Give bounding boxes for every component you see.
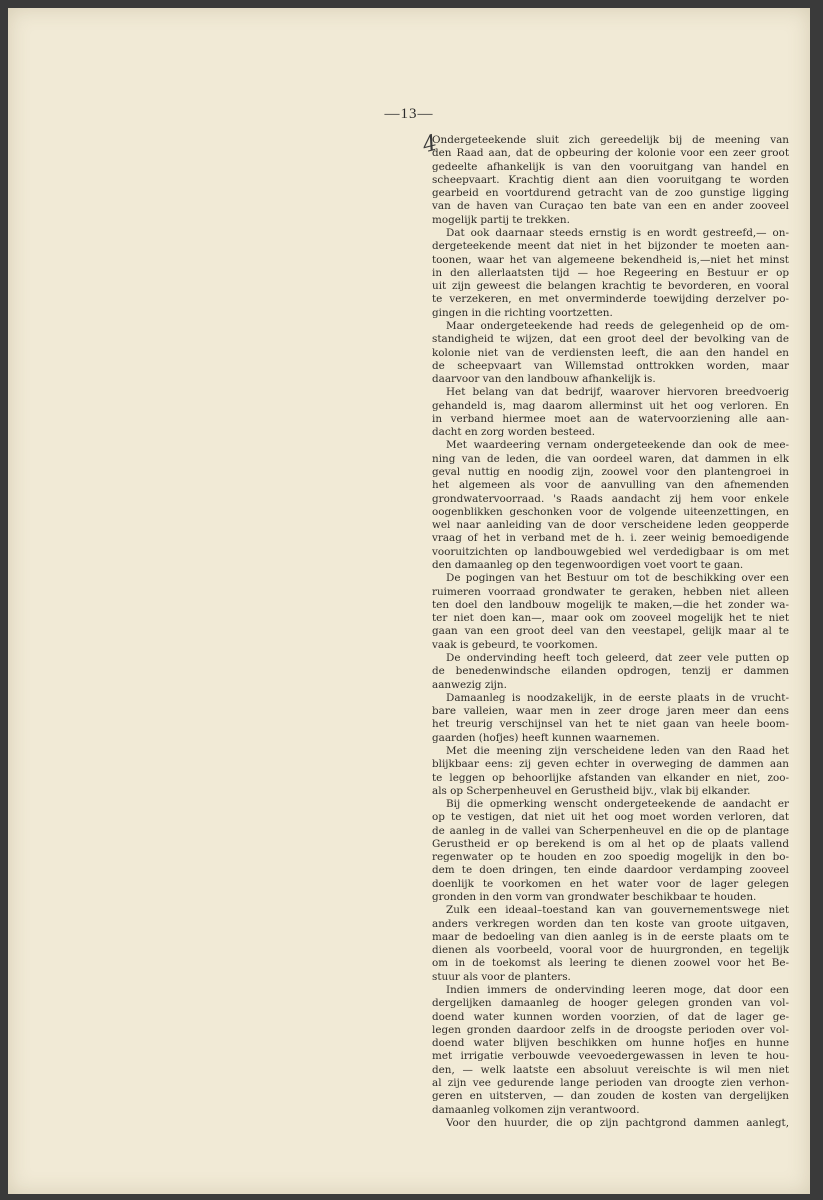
text-line: den, — welk laatste een absoluut vereischte is wil men niet [432,1063,789,1076]
text-line: scheepvaart. Krachtig dient aan dien vooruitgang te worden [432,173,789,186]
text-line: met irrigatie verbouwde veevoedergewassen in leven te hou- [432,1050,789,1063]
text-line: blijkbaar eens: zij geven echter in overweging de dammen aan [432,758,789,771]
text-line: Bij die opmerking wenscht ondergeteekende de aandacht er [446,798,789,811]
text-line: Ondergeteekende sluit zich gereedelijk bij de meening van [432,134,789,146]
text-line: de aanleg in de vallei van Scherpenheuvel en die op de plantage [432,824,789,837]
text-line: ning van de leden, die van oordeel waren, dat dammen in elk [432,452,789,465]
text-line: dienen als voorbeeld, vooral voor de huurgronden, en tegelijk [432,944,789,957]
text-line: Gerustheid er op berekend is om al het op de plaats vallend [432,837,789,850]
text-line: gronden in den vorm van grondwater beschikbaar te houden. [432,891,757,904]
text-line: als op Scherpenheuvel en Gerustheid bijv., vlak bij elkander. [432,784,751,797]
text-line: dacht en zorg worden besteed. [432,426,596,439]
text-line: gearbeid en voortdurend getracht van de zoo gunstige ligging [432,187,789,200]
text-line: uit zijn geweest die belangen krachtig te bevorderen, en vooral [432,280,789,293]
text-line: standigheid te wijzen, dat een groot deel der bevolking van de [432,333,789,346]
text-line: maar de bedoeling van dien aanleg is in de eerste plaats om te [432,930,789,943]
text-line: te verzekeren, en met onverminderde toewijding derzelver po- [432,293,789,306]
text-line: doend water kunnen worden voorzien, of dat de lager ge- [432,1010,789,1023]
text-line: dergeteekende meent dat niet in het bijzonder te moeten aan- [432,240,789,253]
text-line: stuur als voor de planters. [432,970,571,983]
text-line: kolonie niet van de verdiensten leeft, die aan den handel en [432,346,789,359]
margin-annotation: 4 [420,130,440,159]
text-line: de benedenwindsche eilanden opdrogen, tenzij er dammen [432,665,789,678]
text-line: de scheepvaart van Willemstad onttrokken worden, maar [432,359,789,372]
text-line: vooruitzichten op landbouwgebied wel verdedigbaar is om met [432,545,789,558]
text-line: Indien immers de ondervinding leeren moge, dat door een [446,984,789,996]
page-number: —13— [384,106,434,122]
text-line: te leggen op behoorlijke afstanden van elkander en niet, zoo- [432,771,789,784]
text-line: oogenblikken geschonken voor de volgende uiteenzettingen, en [432,505,789,518]
text-line: doenlijk te voorkomen en het water voor de lager gelegen [432,877,789,890]
text-line: damaanleg volkomen zijn verantwoord. [432,1103,640,1116]
text-line: vaak is gebeurd, te voorkomen. [432,638,598,651]
text-line: toonen, waar het van algemeene bekendheid is,—niet het minst [432,253,789,266]
text-line: in verband hiermee moet aan de watervoorziening alle aan- [432,412,789,425]
text-line: van de haven van Curaçao ten bate van een en ander zooveel [432,200,789,213]
text-line: Damaanleg is noodzakelijk, in de eerste plaats in de vrucht- [446,691,789,704]
text-line: grondwatervoorraad. 's Raads aandacht zij hem voor enkele [432,492,789,505]
text-line: gedeelte afhankelijk is van den vooruitgang van handel en [432,160,789,173]
text-line: ter niet doen kan—, maar ook om zooveel mogelijk het te niet [432,612,789,625]
text-line: dergelijken damaanleg de hooger gelegen gronden van vol- [432,997,789,1010]
text-line: De ondervinding heeft toch geleerd, dat zeer vele putten op [446,651,789,664]
text-line: het treurig verschijnsel van het te niet gaan van heele boom- [432,718,789,731]
text-line: vraag of het in verband met de h. i. zeer weinig bemoedigende [432,532,789,545]
text-line: op te vestigen, dat niet uit het oog moet worden verloren, dat [432,811,789,824]
text-line: regenwater op te houden en zoo spoedig mogelijk in den bo- [432,851,789,864]
text-line: dem te doen dringen, ten einde daardoor verdamping zooveel [432,864,789,877]
text-line: aanwezig zijn. [432,678,507,691]
text-line: mogelijk partij te trekken. [432,213,570,226]
text-line: Met waardeering vernam ondergeteekende dan ook de mee- [446,439,789,452]
text-line: daarvoor van den landbouw afhankelijk is. [432,373,656,386]
text-line: gingen in die richting voortzetten. [432,306,613,319]
text-line: al zijn vee gedurende lange perioden van droogte zien verhon- [432,1076,789,1089]
text-line: gaan van een groot deel van den veestapel, gelijk maar al te [432,625,789,638]
text-line: legen gronden daardoor zelfs in de droogste perioden over vol- [432,1023,789,1036]
text-line: geval nuttig en noodig zijn, zoowel voor den plantengroei in [432,466,789,479]
text-line: gaarden (hofjes) heeft kunnen waarnemen. [432,731,660,744]
text-line: bare valleien, waar men in zeer droge jaren meer dan eens [432,705,789,718]
text-line: Het belang van dat bedrijf, waarover hiervoren breedvoerig [446,386,789,399]
body-text [432,134,789,1130]
text-line: Zulk een ideaal–toestand kan van gouvernementswege niet [446,904,789,917]
text-line: ruimeren voorraad grondwater te geraken, hebben niet alleen [432,585,789,598]
text-line: Maar ondergeteekende had reeds de gelegenheid op de om- [446,319,789,332]
text-line: den Raad aan, dat de opbeuring der kolonie voor een zeer groot [432,147,789,160]
text-line: anders verkregen worden dan ten koste van groote uitgaven, [432,917,789,930]
text-line: Dat ook daarnaar steeds ernstig is en wordt gestreefd,— on- [446,226,789,239]
text-line: gehandeld is, mag daarom allerminst uit het oog verloren. En [432,399,789,412]
text-line: het algemeen als voor de aanvulling van den afnemenden [432,479,789,492]
text-line: De pogingen van het Bestuur om tot de beschikking over een [446,572,789,585]
text-line: Met die meening zijn verscheidene leden van den Raad het [446,744,789,757]
text-line: wel naar aanleiding van de door verscheidene leden geopperde [432,519,789,532]
text-line: in den allerlaatsten tijd — hoe Regeering en Bestuur er op [432,266,789,279]
text-line: Voor den huurder, die op zijn pachtgrond dammen aanlegt, [446,1116,789,1129]
text-line: om in de toekomst als leering te dienen zoowel voor het Be- [432,957,789,970]
text-line: ten doel den landbouw mogelijk te maken,—die het zonder wa- [432,598,789,611]
text-line: geren en uitsterven, — dan zouden de kosten van dergelijken [432,1090,789,1103]
document-page [8,8,810,1194]
text-line: den damaanleg op den tegenwoordigen voet voort te gaan. [432,559,744,571]
text-line: doend water blijven beschikken om hunne hofjes en hunne [432,1037,789,1050]
